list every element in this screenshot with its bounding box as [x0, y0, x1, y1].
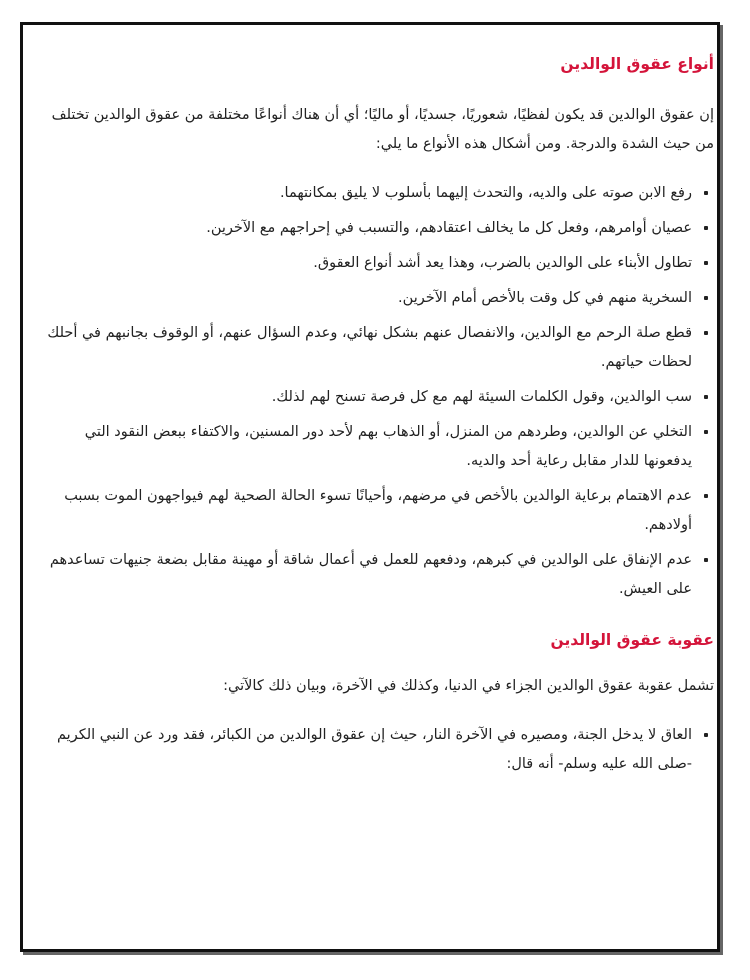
list-item-text: التخلي عن الوالدين، وطردهم من المنزل، أو الذهاب بهم لأحد دور المسنين، والاكتفاء ببعض النقود التي يدفعونها للدار مقابل رعاية أحد والديه. — [84, 424, 692, 469]
list-item-text: سب الوالدين، وقول الكلمات السيئة لهم مع كل فرصة تسنح لهم لذلك. — [271, 389, 692, 405]
bullet-icon — [704, 558, 708, 562]
bullet-icon — [704, 296, 708, 300]
list-item — [40, 284, 692, 313]
bullet-icon — [704, 331, 708, 335]
list-item — [40, 214, 692, 243]
list-item-text: عصيان أوامرهم، وفعل كل ما يخالف اعتقادهم، والتسبب في إحراجهم مع الآخرين. — [206, 220, 692, 236]
bullet-icon — [704, 191, 708, 195]
document-content — [40, 52, 714, 779]
punishment-list — [40, 721, 714, 779]
list-item-text: رفع الابن صوته على والديه، والتحدث إليهما بأسلوب لا يليق بمكانتهما. — [279, 185, 692, 201]
intro-paragraph: إن عقوق الوالدين قد يكون لفظيًا، شعوريًا، جسديًا، أو ماليًا؛ أي أن هناك أنواعًا مختلفة من عقوق الوالدين تختلف من حيث الشدة والدرجة. ومن أشكال هذه الأنواع ما يلي: — [51, 107, 714, 152]
bullet-icon — [704, 261, 708, 265]
punishment-paragraph: تشمل عقوبة عقوق الوالدين الجزاء في الدنيا، وكذلك في الآخرة، وبيان ذلك كالآتي: — [223, 678, 714, 694]
list-item-text: قطع صلة الرحم مع الوالدين، والانفصال عنهم بشكل نهائي، وعدم السؤال عنهم، أو الوقوف بجانبهم في أحلك لحظات حياتهم. — [47, 325, 692, 370]
bullet-icon — [704, 494, 708, 498]
list-item — [40, 418, 692, 476]
list-item-text: عدم الاهتمام برعاية الوالدين بالأخص في مرضهم، وأحيانًا تسوء الحالة الصحية لهم فيواجهون الموت بسبب أولادهم. — [64, 488, 692, 533]
list-item — [40, 546, 692, 604]
bullet-icon — [704, 430, 708, 434]
list-item-text: السخرية منهم في كل وقت بالأخص أمام الآخرين. — [398, 290, 692, 306]
list-item-text: تطاول الأبناء على الوالدين بالضرب، وهذا يعد أشد أنواع العقوق. — [313, 255, 692, 271]
bullet-icon — [704, 226, 708, 230]
bullet-icon — [704, 733, 708, 737]
list-item — [40, 179, 692, 208]
list-item — [40, 249, 692, 278]
heading-types-of-disobedience: أنواع عقوق الوالدين — [560, 55, 714, 73]
list-item — [40, 482, 692, 540]
list-item — [40, 383, 692, 412]
bullet-icon — [704, 395, 708, 399]
list-item — [40, 721, 692, 779]
list-item — [40, 319, 692, 377]
types-list — [40, 179, 714, 604]
list-item-text: عدم الإنفاق على الوالدين في كبرهم، ودفعهم للعمل في أعمال شاقة أو مهينة مقابل بضعة جنيهات تساعدهم على العيش. — [49, 552, 692, 597]
heading-punishment: عقوبة عقوق الوالدين — [550, 631, 714, 649]
list-item-text: العاق لا يدخل الجنة، ومصيره في الآخرة النار، حيث إن عقوق الوالدين من الكبائر، فقد ورد عن النبي الكريم -صلى الله عليه وسلم- أنه قال: — [57, 727, 692, 772]
